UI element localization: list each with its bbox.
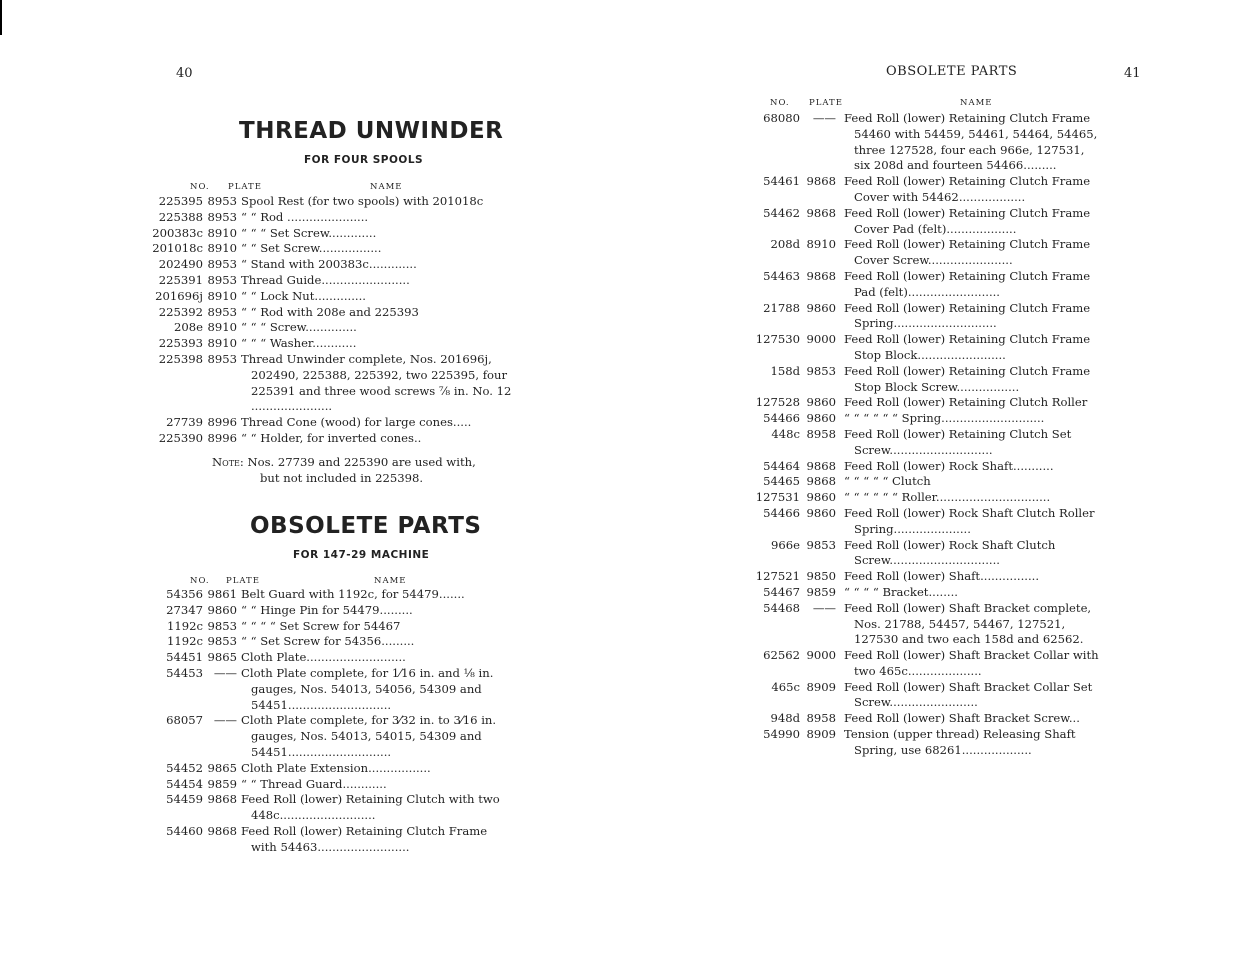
section-subtitle: FOR FOUR SPOOLS <box>304 154 424 166</box>
table-row <box>140 336 512 352</box>
part-name: “ “ “ “ “ “ Spring............................ <box>844 411 1045 426</box>
plate-number: 8910 <box>207 336 237 351</box>
table-row <box>140 305 512 321</box>
part-number: 158d <box>770 363 800 378</box>
part-number: 54453 <box>166 665 203 680</box>
plate-number: 9861 <box>207 587 237 601</box>
table-row <box>740 711 1100 727</box>
plate-number: —— <box>812 111 836 125</box>
table-row <box>740 601 1100 648</box>
column-header-no: NO. <box>190 576 210 586</box>
part-number: 68057 <box>166 713 203 728</box>
part-number: 68080 <box>763 111 800 125</box>
part-number: 127531 <box>755 490 800 505</box>
part-name: Feed Roll (lower) Retaining Clutch Frame Cover with 54462.................. <box>844 174 1091 204</box>
table-row <box>140 824 510 856</box>
part-name: Feed Roll (lower) Retaining Clutch Frame Pad (felt)......................... <box>844 268 1091 299</box>
table-row <box>740 490 1100 506</box>
part-name: Feed Roll (lower) Retaining Clutch with two 448c.......................... <box>241 792 500 823</box>
plate-number: 9868 <box>806 458 836 473</box>
parts-list-obsolete <box>140 587 510 856</box>
plate-number: 8953 <box>207 272 237 287</box>
part-number: 225398 <box>158 351 203 366</box>
part-number: 225392 <box>158 304 203 319</box>
part-number: 54454 <box>166 776 203 791</box>
table-row <box>140 587 510 603</box>
plate-number: 8953 <box>207 351 237 366</box>
plate-number: 9860 <box>806 300 836 315</box>
table-row <box>140 634 510 650</box>
plate-number: 9860 <box>207 602 237 617</box>
part-number: 54462 <box>763 205 800 220</box>
table-row <box>740 474 1100 490</box>
part-number: 966e <box>771 537 800 552</box>
part-name: Feed Roll (lower) Rock Shaft Clutch Screw.............................. <box>844 537 1056 568</box>
part-number: 54461 <box>763 174 800 189</box>
part-name: Feed Roll (lower) Retaining Clutch Frame 54460 with 54459, 54461, 54464, 54465, three 127528, four each 966e, 127531, six 208d and fourteen 54466......... <box>844 111 1098 173</box>
part-name: “ “ “ “ Set Screw for 54467 <box>241 618 401 633</box>
page-edge <box>0 0 2 35</box>
part-number: 127528 <box>755 395 800 410</box>
plate-number: 8910 <box>207 288 237 303</box>
part-number: 54463 <box>763 268 800 283</box>
part-number: 54990 <box>763 727 800 742</box>
plate-number: 9000 <box>806 332 836 347</box>
table-row <box>140 431 512 447</box>
part-name: Feed Roll (lower) Rock Shaft........... <box>844 458 1054 473</box>
column-header-name: NAME <box>960 98 993 108</box>
part-number: 54466 <box>763 505 800 520</box>
plate-number: 8910 <box>806 237 836 252</box>
plate-number: 8953 <box>207 194 237 208</box>
table-row <box>140 241 512 257</box>
plate-number: 9860 <box>806 505 836 520</box>
plate-number: 8996 <box>207 430 237 445</box>
part-name: Cloth Plate........................... <box>241 650 406 665</box>
part-name: “ “ Set Screw for 54356......... <box>241 634 415 649</box>
part-name: Feed Roll (lower) Retaining Clutch Frame Stop Block Screw................. <box>844 363 1091 394</box>
plate-number: 9853 <box>207 618 237 633</box>
part-name: “ “ Rod with 208e and 225393 <box>241 304 419 319</box>
part-number: 54459 <box>166 792 203 807</box>
part-number: 54466 <box>763 411 800 426</box>
part-name: “ Stand with 200383c............. <box>241 257 417 272</box>
column-header-plate: PLATE <box>228 182 262 192</box>
table-row <box>740 569 1100 585</box>
part-number: 201018c <box>152 241 203 256</box>
part-name: “ “ Holder, for inverted cones.. <box>241 430 422 445</box>
part-number: 208e <box>174 320 203 335</box>
column-header-plate: PLATE <box>226 576 260 586</box>
note-line-1: Nos. 27739 and 225390 are used with, <box>247 455 476 469</box>
part-name: Feed Roll (lower) Shaft Bracket Screw... <box>844 711 1080 726</box>
table-row <box>740 648 1100 680</box>
part-name: “ “ “ Washer............ <box>241 336 357 351</box>
table-row <box>740 301 1100 333</box>
note <box>212 454 476 486</box>
part-name: Feed Roll (lower) Retaining Clutch Frame Spring............................ <box>844 300 1091 331</box>
part-number: 1192c <box>167 618 203 633</box>
plate-number: 8909 <box>806 727 836 742</box>
part-name: Feed Roll (lower) Retaining Clutch Frame Cover Pad (felt)................... <box>844 205 1091 236</box>
part-number: 62562 <box>763 648 800 663</box>
part-number: 225391 <box>158 272 203 287</box>
parts-list-thread-unwinder <box>140 194 512 447</box>
table-row <box>140 603 510 619</box>
part-number: 27739 <box>166 415 203 430</box>
part-number: 127521 <box>755 569 800 584</box>
page-number: 40 <box>176 66 193 81</box>
plate-number: 9865 <box>207 650 237 665</box>
table-row <box>140 352 512 415</box>
part-name: Cloth Plate complete, for 3⁄32 in. to 3⁄16 in. gauges, Nos. 54013, 54015, 54309 and 54451............................ <box>241 713 497 759</box>
plate-number: 9859 <box>806 584 836 599</box>
column-header-name: NAME <box>370 182 403 192</box>
part-number: 54467 <box>763 584 800 599</box>
plate-number: 9868 <box>806 268 836 283</box>
table-row <box>140 777 510 793</box>
plate-number: 9865 <box>207 760 237 775</box>
part-name: Feed Roll (lower) Retaining Clutch Frame Stop Block........................ <box>844 332 1091 362</box>
part-name: Belt Guard with 1192c, for 54479....... <box>241 587 465 601</box>
table-row <box>140 226 512 242</box>
part-number: 201696j <box>155 288 203 303</box>
part-name: Cloth Plate complete, for 1⁄16 in. and ⅛ in. gauges, Nos. 54013, 54056, 54309 and 54451............................ <box>241 665 494 712</box>
table-row <box>740 395 1100 411</box>
plate-number: 9860 <box>806 411 836 426</box>
plate-number: 8953 <box>207 304 237 319</box>
plate-number: 8910 <box>207 320 237 335</box>
part-number: 200383c <box>152 225 203 240</box>
part-number: 448c <box>771 426 800 441</box>
part-name: Feed Roll (lower) Shaft Bracket Collar with two 465c.................... <box>844 648 1099 678</box>
plate-number: 8958 <box>806 711 836 726</box>
plate-number: 8953 <box>207 209 237 224</box>
part-name: Feed Roll (lower) Retaining Clutch Frame with 54463......................... <box>241 823 488 854</box>
plate-number: 9868 <box>806 174 836 189</box>
table-row <box>140 713 510 760</box>
part-name: “ “ Thread Guard............ <box>241 776 387 791</box>
table-row <box>740 174 1100 206</box>
table-row <box>140 415 512 431</box>
plate-number: 9868 <box>207 823 237 838</box>
part-number: 54451 <box>166 650 203 665</box>
part-name: Thread Unwinder complete, Nos. 201696j, 202490, 225388, 225392, two 225395, four 225391 and three wood screws ⅞ in. No. 12 ...................... <box>241 351 512 414</box>
part-number: 54464 <box>763 458 800 473</box>
table-row <box>140 273 512 289</box>
plate-number: 8910 <box>207 241 237 256</box>
plate-number: 8996 <box>207 415 237 430</box>
part-number: 948d <box>770 711 800 726</box>
part-name: Feed Roll (lower) Shaft Bracket complete, Nos. 21788, 54457, 54467, 127521, 127530 and two each 158d and 62562. <box>844 600 1092 647</box>
table-row <box>140 320 512 336</box>
part-number: 208d <box>770 237 800 252</box>
table-row <box>140 619 510 635</box>
plate-number: 9853 <box>806 537 836 552</box>
table-row <box>740 427 1100 459</box>
table-row <box>740 364 1100 396</box>
table-row <box>740 237 1100 269</box>
plate-number: 8958 <box>806 426 836 441</box>
plate-number: 8953 <box>207 257 237 272</box>
part-name: Feed Roll (lower) Retaining Clutch Set Screw............................ <box>844 426 1072 457</box>
part-number: 54452 <box>166 760 203 775</box>
part-number: 54465 <box>763 474 800 489</box>
part-name: Tension (upper thread) Releasing Shaft Spring, use 68261................... <box>844 727 1076 757</box>
parts-list-obsolete-continued <box>740 111 1100 759</box>
note-label: Note: <box>212 455 244 469</box>
part-name: Feed Roll (lower) Retaining Clutch Roller <box>844 395 1088 410</box>
part-number: 225393 <box>158 336 203 351</box>
part-name: “ “ Hinge Pin for 54479......... <box>241 602 413 617</box>
table-row <box>740 538 1100 570</box>
plate-number: 8909 <box>806 679 836 694</box>
part-number: 127530 <box>755 332 800 347</box>
plate-number: —— <box>812 600 836 615</box>
part-name: Feed Roll (lower) Shaft Bracket Collar Set Screw........................ <box>844 679 1093 710</box>
part-name: Thread Guide........................ <box>241 272 410 287</box>
table-row <box>140 289 512 305</box>
plate-number: 9868 <box>207 792 237 807</box>
part-number: 21788 <box>763 300 800 315</box>
part-name: “ “ “ Set Screw............. <box>241 225 377 240</box>
column-header-no: NO. <box>190 182 210 192</box>
part-name: Thread Cone (wood) for large cones..... <box>241 415 472 430</box>
obsolete-parts-title: OBSOLETE PARTS <box>250 513 482 539</box>
part-number: 225395 <box>158 194 203 208</box>
table-row <box>740 506 1100 538</box>
plate-number: —— <box>213 665 237 680</box>
table-row <box>740 111 1100 174</box>
part-name: Spool Rest (for two spools) with 201018c <box>241 194 484 208</box>
plate-number: 9000 <box>806 648 836 663</box>
part-name: Feed Roll (lower) Shaft................ <box>844 569 1040 584</box>
page-number: 41 <box>1124 66 1141 81</box>
table-row <box>740 585 1100 601</box>
part-number: 54468 <box>763 600 800 615</box>
table-row <box>140 761 510 777</box>
part-number: 1192c <box>167 634 203 649</box>
table-row <box>140 650 510 666</box>
table-row <box>140 792 510 824</box>
part-name: “ “ “ “ “ “ Roller............................... <box>844 490 1051 505</box>
plate-number: 9860 <box>806 395 836 410</box>
column-header-no: NO. <box>770 98 790 108</box>
plate-number: 9853 <box>207 634 237 649</box>
plate-number: 9868 <box>806 474 836 489</box>
part-number: 27347 <box>166 602 203 617</box>
plate-number: 8910 <box>207 225 237 240</box>
part-number: 225388 <box>158 209 203 224</box>
table-row <box>740 727 1100 759</box>
plate-number: 9853 <box>806 363 836 378</box>
table-row <box>140 666 510 713</box>
part-number: 465c <box>771 679 800 694</box>
table-row <box>140 257 512 273</box>
part-name: “ “ Set Screw................. <box>241 241 382 256</box>
table-row <box>740 459 1100 475</box>
part-name: “ “ Rod ...................... <box>241 209 369 224</box>
part-name: Feed Roll (lower) Rock Shaft Clutch Roller Spring..................... <box>844 505 1095 536</box>
plate-number: 9860 <box>806 490 836 505</box>
section-title: THREAD UNWINDER <box>239 118 504 144</box>
part-number: 225390 <box>158 430 203 445</box>
part-name: “ “ “ “ Bracket........ <box>844 584 958 599</box>
part-name: “ “ “ Screw.............. <box>241 320 357 335</box>
table-row <box>740 332 1100 364</box>
table-row <box>140 210 512 226</box>
obsolete-parts-subtitle: FOR 147-29 MACHINE <box>293 549 430 561</box>
part-name: “ “ Lock Nut.............. <box>241 288 366 303</box>
column-header-plate: PLATE <box>809 98 843 108</box>
plate-number: 9868 <box>806 205 836 220</box>
note-line-2: but not included in 225398. <box>260 471 424 485</box>
table-row <box>140 194 512 210</box>
table-row <box>740 680 1100 712</box>
plate-number: 9850 <box>806 569 836 584</box>
part-number: 54460 <box>166 823 203 838</box>
plate-number: —— <box>213 713 237 728</box>
part-number: 54356 <box>166 587 203 601</box>
part-name: Feed Roll (lower) Retaining Clutch Frame Cover Screw....................... <box>844 237 1091 268</box>
plate-number: 9859 <box>207 776 237 791</box>
column-header-name: NAME <box>374 576 407 586</box>
table-row <box>740 206 1100 238</box>
part-name: Cloth Plate Extension................. <box>241 760 431 775</box>
table-row <box>740 411 1100 427</box>
part-number: 202490 <box>158 257 203 272</box>
table-row <box>740 269 1100 301</box>
running-head: OBSOLETE PARTS <box>886 64 1018 79</box>
part-name: “ “ “ “ “ Clutch <box>844 474 931 489</box>
